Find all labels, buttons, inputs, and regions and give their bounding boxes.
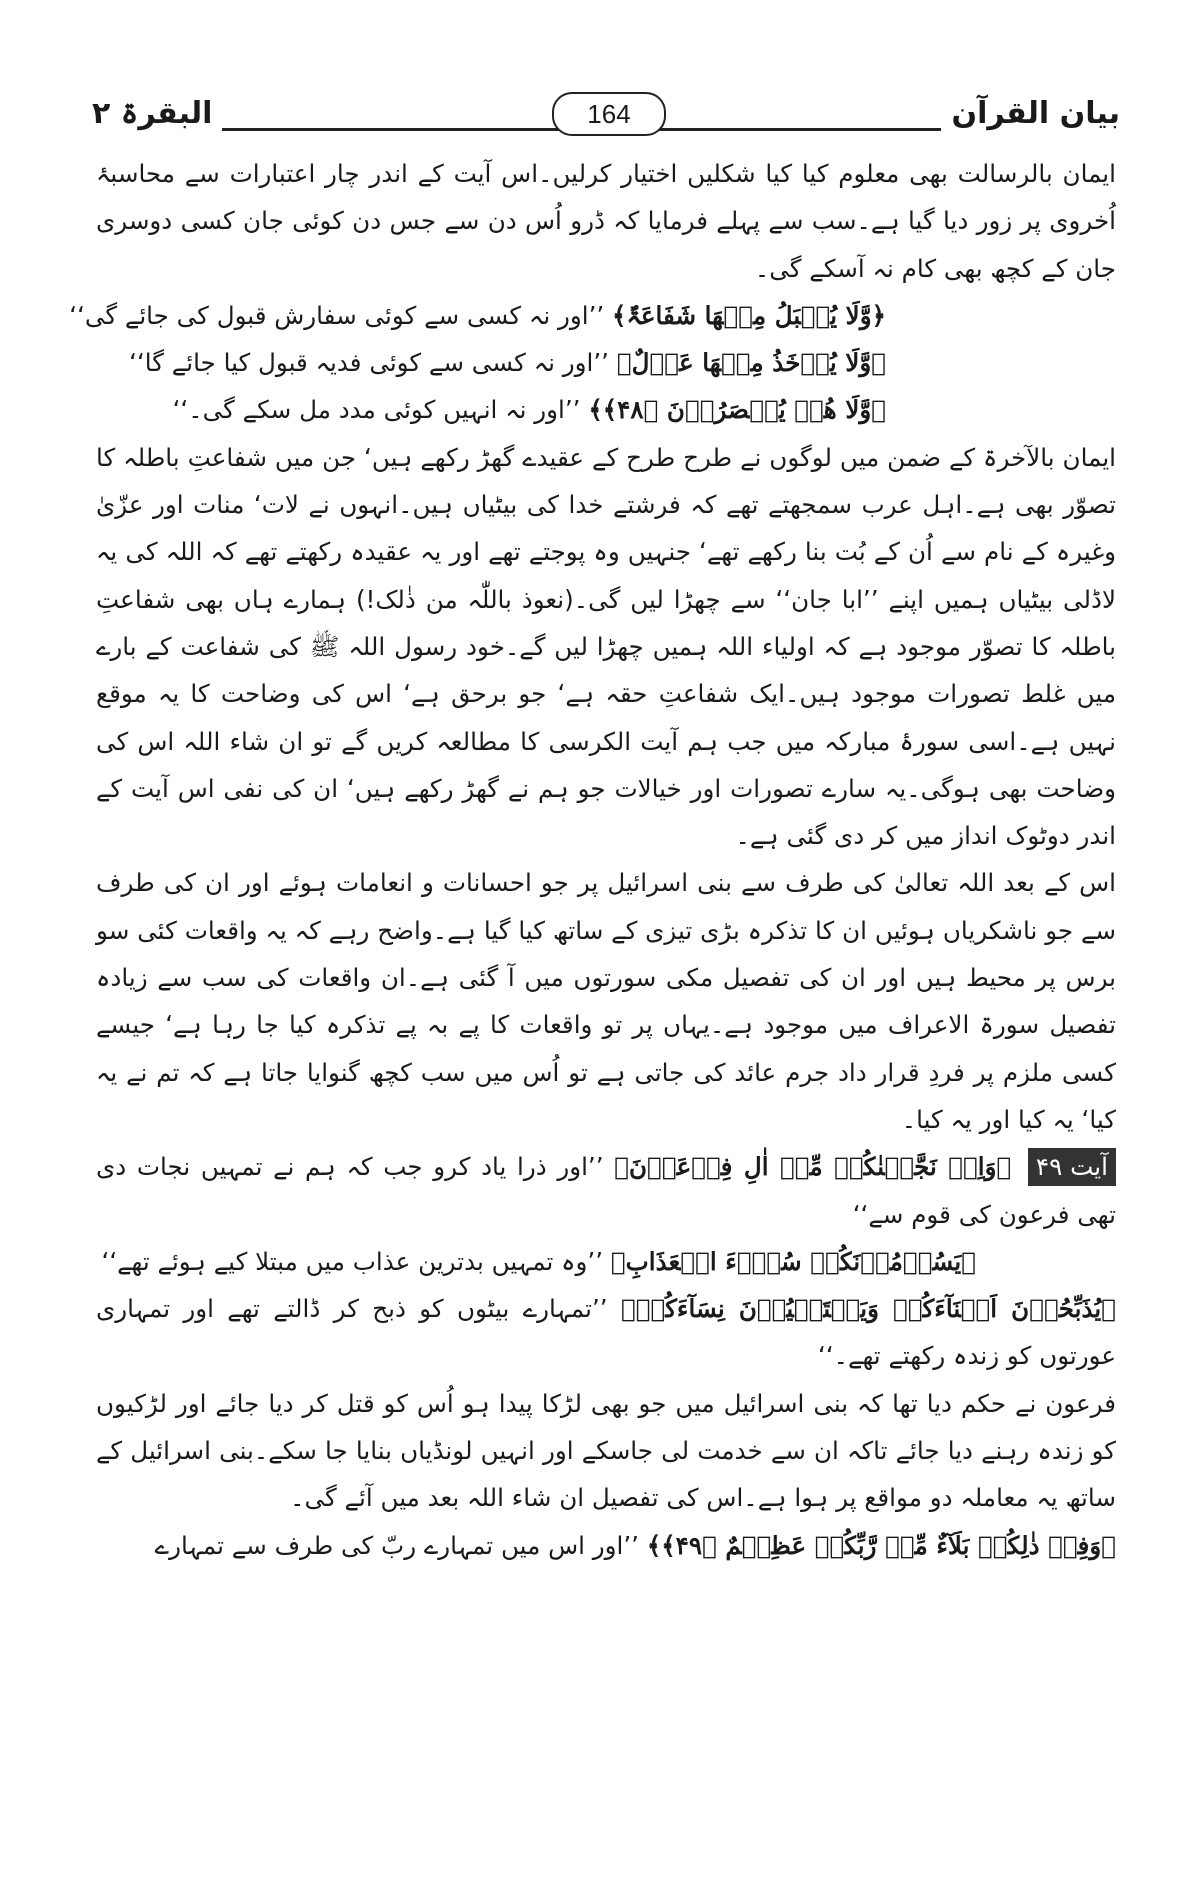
ayah-number-label: آیت ۴۹ [1028,1148,1116,1186]
ayah-block [96,1143,1116,1238]
ayah-arabic: ﴿وَّلَا یُؤۡخَذُ مِنۡھَا عَدۡلٌ﴾ [616,348,886,378]
page-body [69,150,1116,1569]
ayah-translation: ’’وہ تمہیں بدترین عذاب میں مبتلا کیے ہوئے تھے‘‘ [101,1246,604,1276]
ayah-translation: ’’اور نہ کسی سے کوئی سفارش قبول کی جائے گی‘‘ [69,300,605,330]
ayah-arabic: ﴿یُذَبِّحُوۡنَ اَبۡنَآءَکُمۡ وَیَسۡتَحۡیُوۡنَ نِسَآءَکُمۡ﴾ [620,1294,1116,1324]
ayah-arabic: ﴿وَفِیۡ ذٰلِکُمۡ بَلَآءٌ مِّنۡ رَّبِّکُمۡ عَظِیۡمٌ ﴿۴۹﴾﴾ [646,1530,1116,1560]
ayah-arabic: ﴿وَّلَا ھُمۡ یُنۡصَرُوۡنَ ﴿۴۸﴾﴾ [588,395,886,425]
surah-name: البقرۃ ۲ [92,96,222,131]
ayah-line [96,1238,1116,1285]
paragraph: ایمان بالرسالت بھی معلوم کیا کیا شکلیں اختیار کرلیں۔اس آیت کے اندر چار اعتبارات سے محاسبۂ اُخروی پر زور دیا گیا ہے۔سب سے پہلے فرمایا کہ ڈرو اُس دن سے جس دن کوئی جان کسی دوسری جان کے کچھ بھی کام نہ آسکے گی۔ [96,159,1116,283]
ayah-translation: ’’اور ذرا یاد کرو جب کہ ہم نے تمہیں نجات دی تھی فرعون کی قوم سے‘‘ [96,1152,1116,1229]
paragraph: فرعون نے حکم دیا تھا کہ بنی اسرائیل میں جو بھی لڑکا پیدا ہو اُس کو قتل کر دیا جائے اور لڑکیوں کو زندہ رہنے دیا جائے تاکہ ان سے خدمت لی جاسکے اور انہیں لونڈیاں بنایا جا سکے۔بنی اسرائیل کے ساتھ یہ معاملہ دو مواقع پر ہوا ہے۔اس کی تفصیل ان شاء اللہ بعد میں آئے گی۔ [96,1388,1116,1513]
ayah-translation: ’’اور اس میں تمہارے ربّ کی طرف سے تمہارے [154,1530,639,1560]
ayah-block [96,1522,1116,1569]
ayah-translation: ’’تمہارے بیٹوں کو ذبح کر ڈالتے تھے اور تمہاری عورتوں کو زندہ رکھتے تھے۔‘‘ [96,1294,1116,1371]
paragraph: اس کے بعد اللہ تعالیٰ کی طرف سے بنی اسرائیل پر جو احسانات و انعامات ہوئے اور ان کی طرف سے جو ناشکریاں ہوئیں ان کا تذکرہ بڑی تیزی کے ساتھ کیا گیا ہے۔واضح رہے کہ یہ واقعات کئی سو برس پر محیط ہیں اور ان کی تفصیل مکی سورتوں میں آ گئی ہے۔ان واقعات کی سب سے زیادہ تفصیل سورۃ الاعراف میں موجود ہے۔یہاں پر تو واقعات کا پے بہ پے تذکرہ کیا جا رہا ہے‘ جیسے کسی ملزم پر فردِ قرار داد جرم عائد کی جاتی ہے تو اُس میں سب کچھ گنوایا جاتا ہے کہ تم نے یہ کیا‘ یہ کیا اور یہ کیا۔ [96,868,1116,1134]
ayah-block [96,1285,1116,1380]
paragraph: ایمان بالآخرۃ کے ضمن میں لوگوں نے طرح طرح کے عقیدے گھڑ رکھے ہیں‘ جن میں شفاعتِ باطلہ کا تصوّر بھی ہے۔اہل عرب سمجھتے تھے کہ فرشتے خدا کی بیٹیاں ہیں۔انہوں نے لات‘ منات اور عزّیٰ وغیرہ کے نام سے اُن کے بُت بنا رکھے تھے‘ جنہیں وہ پوجتے تھے اور یہ عقیدہ رکھتے تھے کہ اللہ کی یہ لاڈلی بیٹیاں ہمیں اپنے ’’ابا جان‘‘ سے چھڑا لیں گی۔(نعوذ باللّٰہ من ذٰلک!) ہمارے ہاں بھی شفاعتِ باطلہ کا تصوّر موجود ہے کہ اولیاء اللہ ہمیں چھڑا لیں گے۔خود رسول اللہ ﷺ کی شفاعت کے بارے میں غلط تصورات موجود ہیں۔ایک شفاعتِ حقہ ہے‘ جو برحق ہے‘ اس کی وضاحت کا یہ موقع نہیں ہے۔اسی سورۂ مبارکہ میں جب ہم آیت الکرسی کا مطالعہ کریں گے تو ان شاء اللہ اس کی وضاحت بھی ہوگی۔یہ سارے تصورات اور خیالات جو ہم نے گھڑ رکھے ہیں‘ ان کی نفی اس آیت کے اندر دوٹوک انداز میں کر دی گئی ہے۔ [96,442,1116,851]
ayah-arabic: ﴿یَسُوۡمُوۡنَکُمۡ سُوۡٓءَ الۡعَذَابِ﴾ [610,1246,976,1276]
ayah-arabic: ﴿وَاِذۡ نَجَّیۡنٰکُمۡ مِّنۡ اٰلِ فِرۡعَوۡنَ﴾ [614,1152,1012,1182]
ayah-line [96,386,1116,433]
ayah-translation: ’’اور نہ انہیں کوئی مدد مل سکے گی۔‘‘ [172,395,581,425]
ayah-arabic: ﴿وَّلَا یُقۡبَلُ مِنۡھَا شَفَاعَۃٌ﴾ [612,300,886,330]
ayah-line [69,292,1116,339]
book-title: بیان القرآن [941,96,1120,131]
page-number: 164 [552,92,666,136]
ayah-line [96,339,1116,386]
ayah-translation: ’’اور نہ کسی سے کوئی فدیہ قبول کیا جائے گا‘‘ [129,348,609,378]
page-header [92,96,1120,140]
